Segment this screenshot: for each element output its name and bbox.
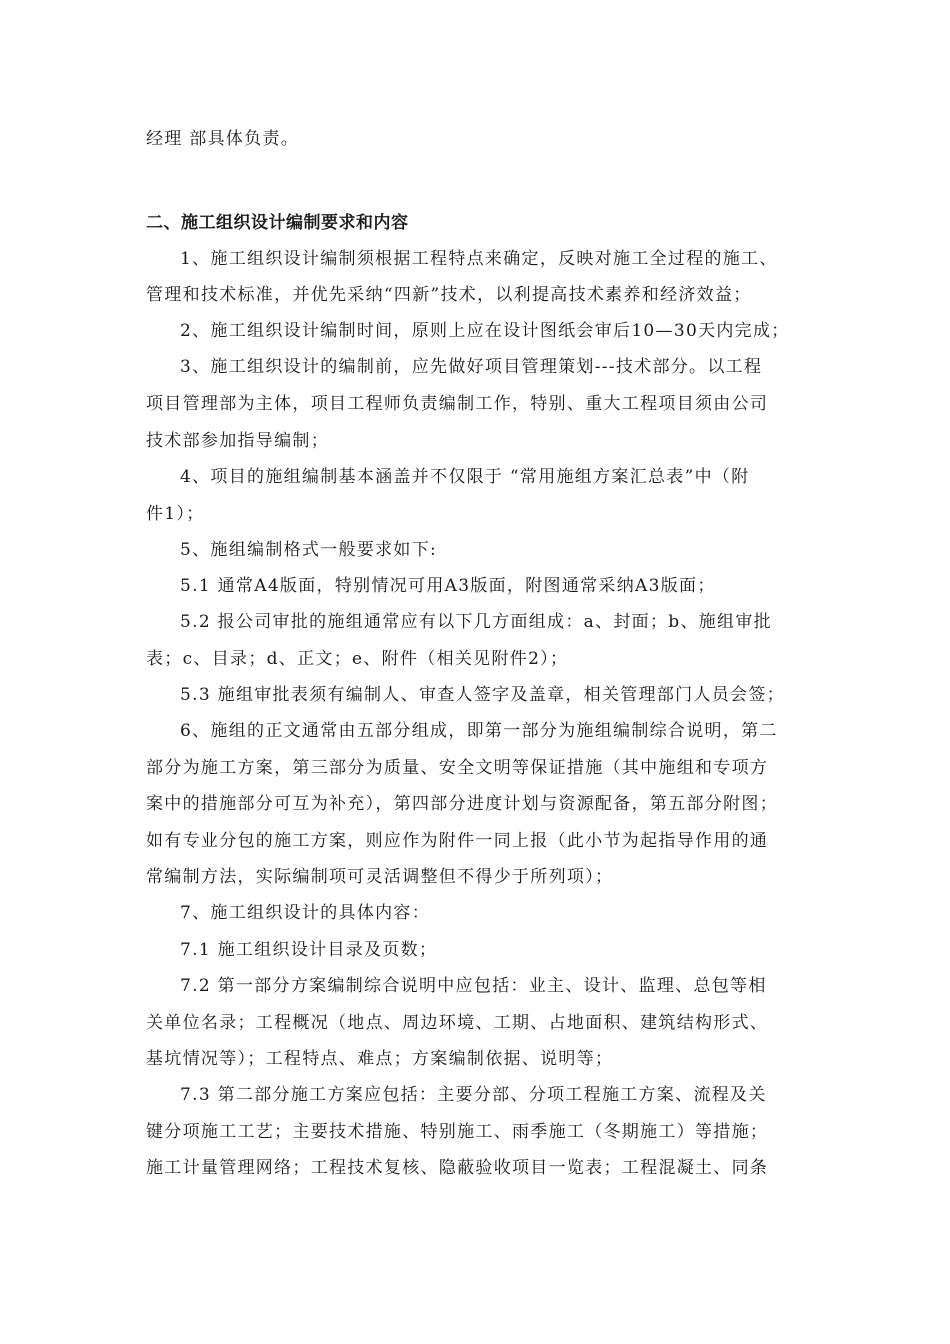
paragraph-line: 项目管理部为主体，项目工程师负责编制工作，特别、重大工程项目须由公司: [146, 394, 769, 414]
paragraph-line: 7.2 第一部分方案编制综合说明中应包括：业主、设计、监理、总包等相: [180, 976, 767, 996]
paragraph-line: 常编制方法，实际编制项可灵活调整但不得少于所列项）；: [146, 867, 614, 887]
section-heading: 二、施工组织设计编制要求和内容: [146, 213, 409, 233]
paragraph-line: 施工计量管理网络；工程技术复核、隐蔽验收项目一览表；工程混凝土、同条: [146, 1158, 769, 1178]
paragraph-line: 6、施组的正文通常由五部分组成，即第一部分为施组编制综合说明，第二: [180, 721, 778, 741]
paragraph-line: 3、施工组织设计的编制前，应先做好项目管理策划---技术部分。以工程: [180, 357, 763, 377]
paragraph-line: 7、施工组织设计的具体内容：: [180, 903, 431, 923]
paragraph-line: 技术部参加指导编制；: [146, 431, 329, 451]
paragraph-line: 5.3 施组审批表须有编制人、审查人签字及盖章，相关管理部门人员会签；: [180, 685, 785, 705]
paragraph-line: 如有专业分包的施工方案，则应作为附件一同上报（此小节为起指导作用的通: [146, 831, 769, 851]
paragraph-line: 部分为施工方案，第三部分为质量、安全文明等保证措施（其中施组和专项方: [146, 758, 769, 778]
intro-line: 经理 部具体负责。: [146, 129, 300, 149]
paragraph-line: 7.1 施工组织设计目录及页数；: [180, 940, 438, 960]
paragraph-line: 案中的措施部分可互为补充），第四部分进度计划与资源配备，第五部分附图；: [146, 794, 778, 814]
paragraph-line: 管理和技术标准，并优先采纳“四新”技术，以利提高技术素养和经济效益；: [146, 285, 752, 305]
paragraph-line: 表；c、目录；d、正文；e、附件（相关见附件2）；: [146, 649, 569, 669]
paragraph-line: 5.2 报公司审批的施组通常应有以下几方面组成：a、封面；b、施组审批: [180, 612, 772, 632]
paragraph-line: 基坑情况等）；工程特点、难点；方案编制依据、说明等；: [146, 1049, 614, 1069]
paragraph-line: 5.1 通常A4版面，特别情况可用A3版面，附图通常采纳A3版面；: [180, 576, 716, 596]
paragraph-line: 2、施工组织设计编制时间，原则上应在设计图纸会审后10—30天内完成；: [180, 321, 790, 341]
paragraph-line: 4、项目的施组编制基本涵盖并不仅限于 “常用施组方案汇总表”中（附: [180, 467, 750, 487]
paragraph-line: 键分项施工工艺；主要技术措施、特别施工、雨季施工（冬期施工）等措施；: [146, 1122, 769, 1142]
paragraph-line: 关单位名录；工程概况（地点、周边环境、工期、占地面积、建筑结构形式、: [146, 1013, 769, 1033]
paragraph-line: 件1）；: [146, 504, 205, 524]
paragraph-line: 1、施工组织设计编制须根据工程特点来确定，反映对施工全过程的施工、: [180, 249, 778, 269]
paragraph-line: 7.3 第二部分施工方案应包括：主要分部、分项工程施工方案、流程及关: [180, 1085, 767, 1105]
paragraph-line: 5、施组编制格式一般要求如下:: [180, 540, 438, 560]
